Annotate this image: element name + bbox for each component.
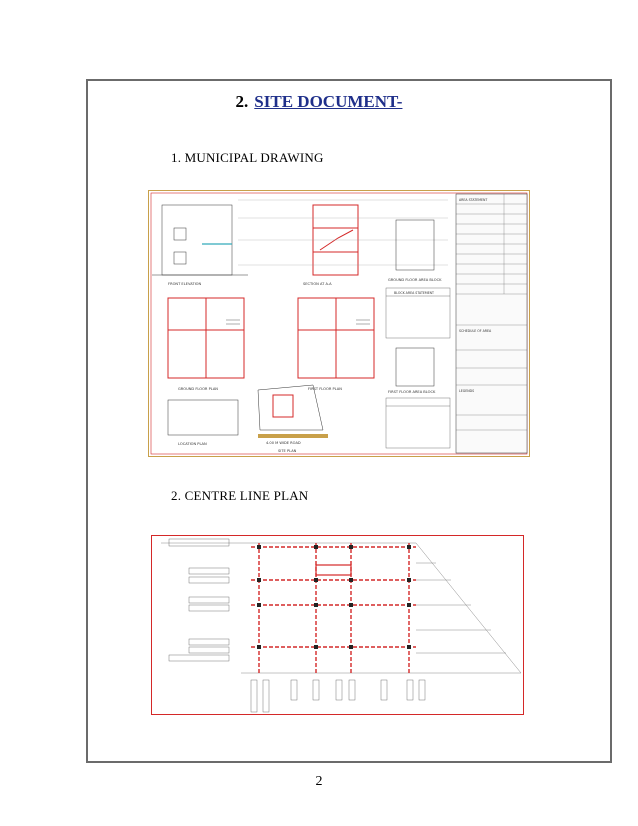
label-location-plan: LOCATION PLAN (178, 442, 207, 446)
label-ground-floor-block: GROUND FLOOR AREA BLOCK (388, 278, 442, 282)
label-ground-floor-plan: GROUND FLOOR PLAN (178, 387, 218, 391)
label-road: 4.00 M WIDE ROAD (266, 441, 301, 445)
municipal-drawing-image (148, 190, 530, 457)
heading-title: SITE DOCUMENT- (254, 92, 403, 111)
list-item-centre-line-plan: 2. CENTRE LINE PLAN (171, 488, 309, 503)
label-first-floor-plan: FIRST FLOOR PLAN (308, 387, 342, 391)
heading-number: 2. (235, 92, 249, 111)
section-heading (0, 92, 638, 112)
page-number: 2 (315, 774, 323, 789)
label-area-statement: AREA STATEMENT (459, 198, 488, 202)
label-schedule: SCHEDULE OF AREA (459, 329, 492, 333)
label-front-elevation: FRONT ELEVATION (168, 282, 202, 286)
list-item-municipal-drawing: 1. MUNICIPAL DRAWING (171, 150, 324, 165)
label-section: SECTION AT A-A (303, 282, 332, 286)
centre-line-plan-image (151, 535, 524, 715)
label-site-plan: SITE PLAN (278, 449, 297, 453)
label-first-floor-block: FIRST FLOOR AREA BLOCK (388, 390, 436, 394)
label-block-area-statement: BLOCK AREA STATEMENT (394, 291, 435, 295)
label-legends: LEGENDS (459, 389, 475, 393)
